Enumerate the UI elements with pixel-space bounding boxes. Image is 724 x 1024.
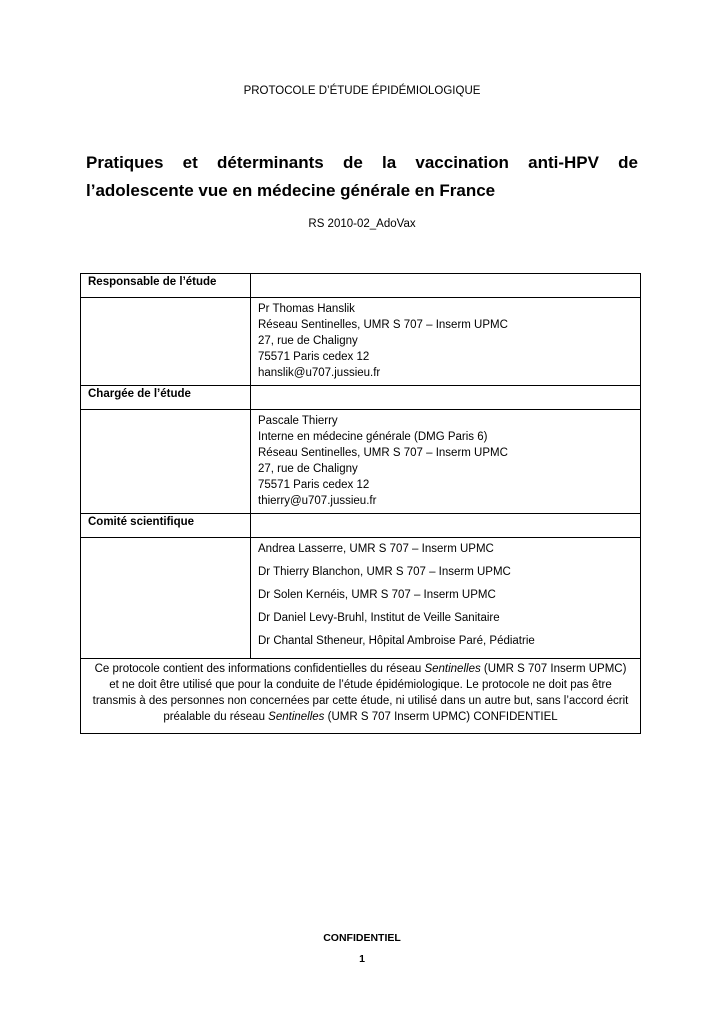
chargee-role: Interne en médecine générale (DMG Paris 6) [258, 431, 488, 443]
table-row [81, 386, 641, 410]
comite-member: Dr Solen Kernéis, UMR S 707 – Inserm UPMC [258, 589, 496, 601]
chargee-email: thierry@u707.jussieu.fr [258, 495, 377, 507]
chargee-details [251, 410, 641, 514]
comite-member: Dr Thierry Blanchon, UMR S 707 – Inserm UPMC [258, 566, 511, 578]
chargee-name: Pascale Thierry [258, 415, 338, 427]
comite-member: Dr Daniel Levy-Bruhl, Institut de Veille Sanitaire [258, 612, 500, 624]
empty-cell [81, 410, 251, 514]
chargee-label: Chargée de l’étude [81, 386, 251, 410]
comite-label: Comité scientifique [81, 514, 251, 538]
empty-cell [251, 514, 641, 538]
network-name-italic: Sentinelles [268, 711, 325, 723]
comite-members [251, 538, 641, 659]
chargee-city: 75571 Paris cedex 12 [258, 479, 370, 491]
responsable-details [251, 298, 641, 386]
document-header: PROTOCOLE D’ÉTUDE ÉPIDÉMIOLOGIQUE [243, 85, 481, 97]
empty-cell [251, 386, 641, 410]
notice-text: (UMR S 707 Inserm UPMC) et ne doit être utilisé que pour la conduite de l’étude épidémiologique. Le protocole ne doit pas être transmis à des personnes non concernées par cette étude, ni utilisé dans un autre but, sans l’accord écrit préalable du réseau [92, 663, 629, 723]
responsable-label: Responsable de l’étude [81, 274, 251, 298]
title-line-1: Pratiques et déterminants de la vaccination anti-HPV de [86, 153, 638, 172]
empty-cell [81, 298, 251, 386]
empty-cell [251, 274, 641, 298]
responsable-city: 75571 Paris cedex 12 [258, 351, 370, 363]
comite-member: Andrea Lasserre, UMR S 707 – Inserm UPMC [258, 543, 494, 555]
footer-confidential: CONFIDENTIEL [323, 932, 401, 944]
table-row [81, 410, 641, 514]
responsable-email: hanslik@u707.jussieu.fr [258, 367, 381, 379]
table-row [81, 538, 641, 659]
network-name-italic: Sentinelles [424, 663, 481, 675]
table-row [81, 274, 641, 298]
table-row [81, 514, 641, 538]
title-line-2: l’adolescente vue en médecine générale en France [86, 181, 496, 200]
comite-member: Dr Chantal Stheneur, Hôpital Ambroise Paré, Pédiatrie [258, 635, 535, 647]
chargee-street: 27, rue de Chaligny [258, 463, 358, 475]
notice-text: Ce protocole contient des informations confidentielles du réseau [94, 663, 425, 675]
study-reference: RS 2010-02_AdoVax [308, 218, 416, 230]
table-row [81, 659, 641, 734]
responsable-street: 27, rue de Chaligny [258, 335, 358, 347]
responsable-affiliation: Réseau Sentinelles, UMR S 707 – Inserm UPMC [258, 319, 508, 331]
notice-text: (UMR S 707 Inserm UPMC) CONFIDENTIEL [324, 711, 558, 723]
empty-cell [81, 538, 251, 659]
responsable-name: Pr Thomas Hanslik [258, 303, 355, 315]
study-info-table [80, 273, 641, 734]
chargee-affiliation: Réseau Sentinelles, UMR S 707 – Inserm UPMC [258, 447, 508, 459]
confidential-notice [81, 659, 641, 734]
table-row [81, 298, 641, 386]
page-number: 1 [359, 953, 365, 965]
document-title [86, 149, 638, 205]
